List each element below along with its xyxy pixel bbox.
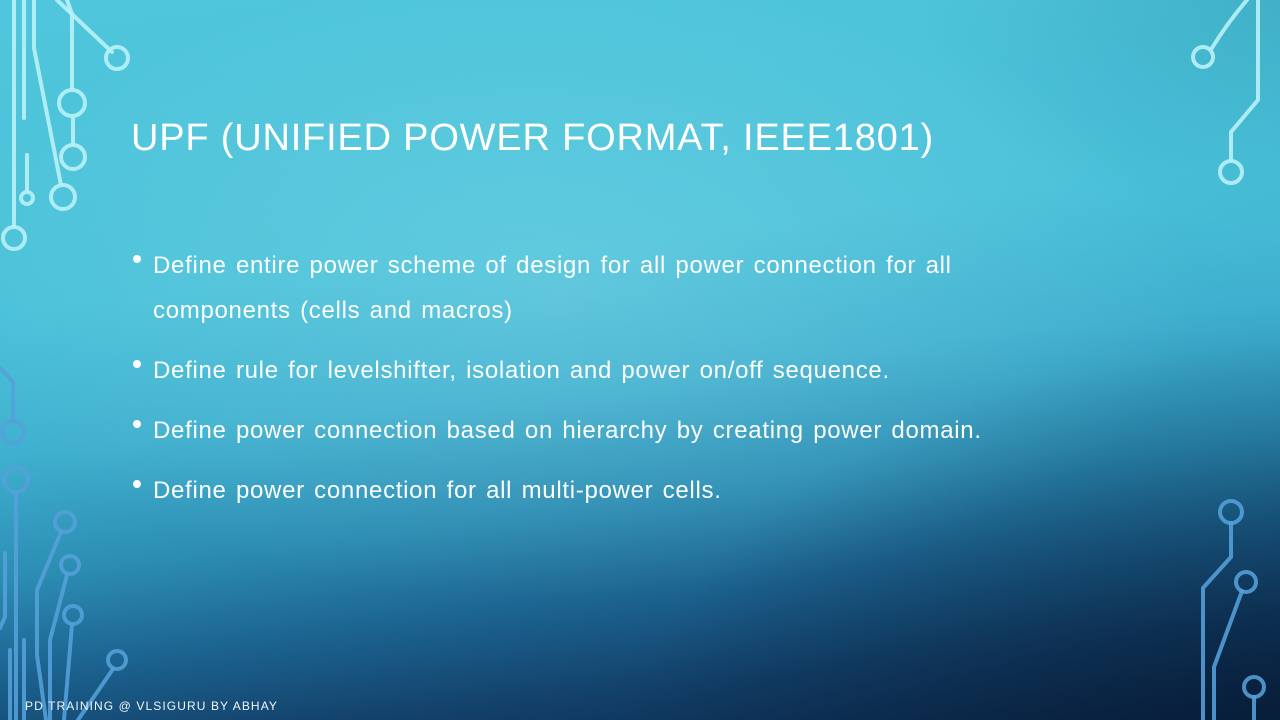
bullet-marker-icon <box>133 420 141 428</box>
bullet-text: Define power connection based on hierarchy by creating power domain. <box>153 417 982 444</box>
bullet-text: Define power connection for all multi-power cells. <box>153 477 722 504</box>
bullet-marker-icon <box>133 360 141 368</box>
bullet-item <box>133 468 1048 513</box>
footer-credit: PD TRAINING @ VLSIGURU BY ABHAY <box>25 699 279 713</box>
circuit-traces-top-right-icon <box>1180 0 1280 190</box>
slide-title: UPF (UNIFIED POWER FORMAT, IEEE1801) <box>131 117 934 159</box>
bullet-text: Define rule for levelshifter, isolation and power on/off sequence. <box>153 357 890 384</box>
bullet-list <box>133 243 1048 528</box>
bullet-marker-icon <box>133 255 141 263</box>
bullet-item <box>133 408 1048 453</box>
bullet-item <box>133 348 1048 393</box>
bullet-marker-icon <box>133 480 141 488</box>
bullet-item <box>133 243 1048 333</box>
circuit-traces-bottom-left-icon <box>0 325 145 720</box>
circuit-traces-bottom-right-icon <box>1180 435 1280 720</box>
bullet-text: Define entire power scheme of design for all power connection for all components (cells and macros) <box>153 252 952 324</box>
